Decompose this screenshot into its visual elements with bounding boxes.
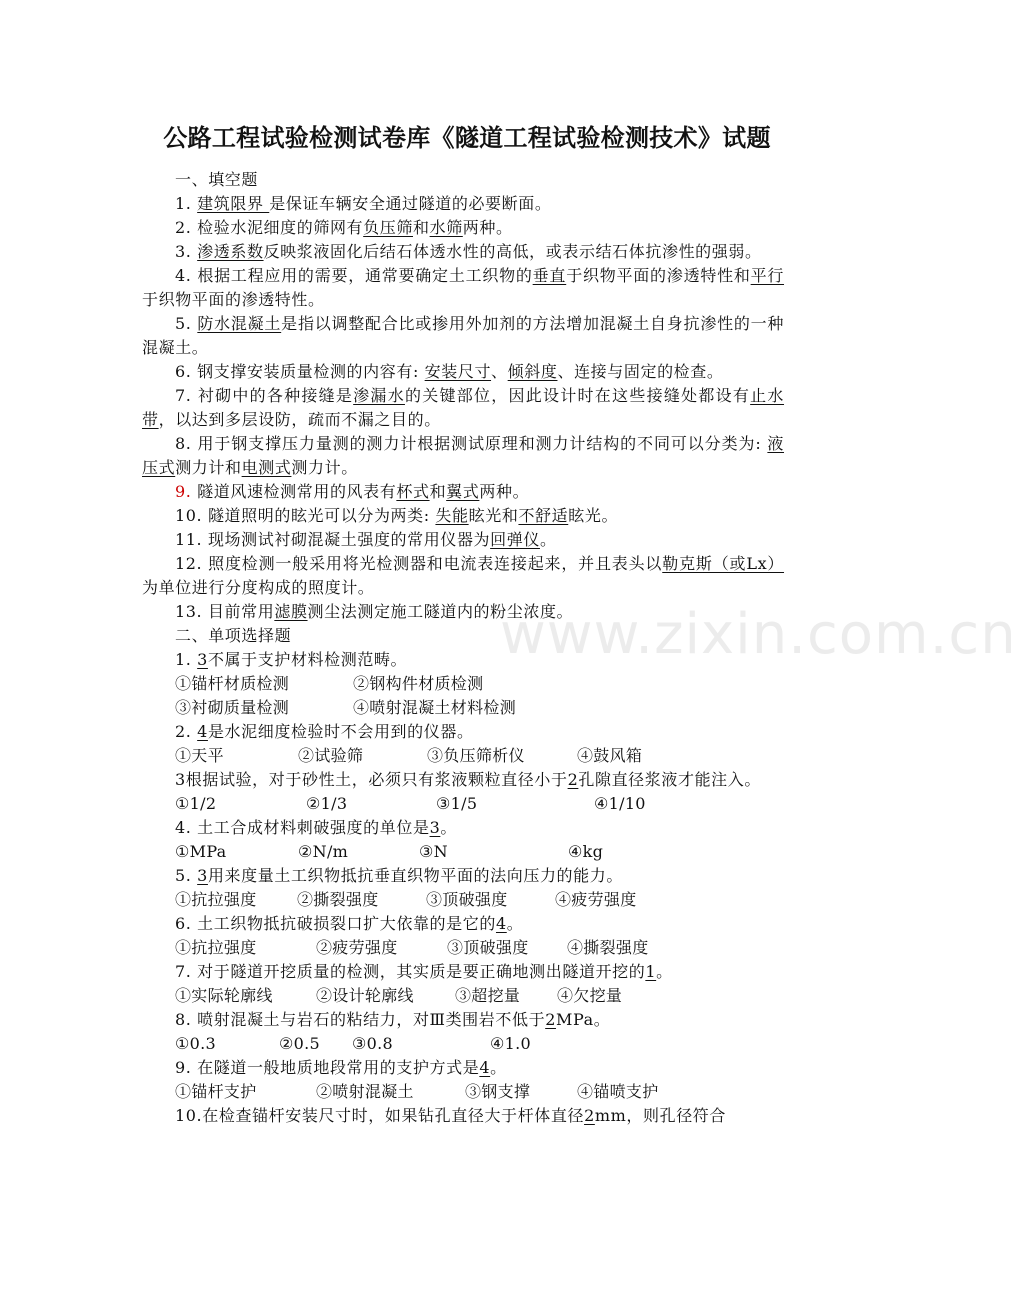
choice-question-4: 4. 土工合成材料刺破强度的单位是3。 [175, 818, 457, 837]
fill-question-10: 10. 隧道照明的眩光可以分为两类: 失能眩光和不舒适眩光。 [175, 506, 619, 525]
question-number: 9. [175, 482, 192, 501]
answer: 2 [567, 770, 579, 789]
option: ③顶破强度 [426, 890, 508, 909]
option: ③0.8 [352, 1034, 393, 1053]
options-row [142, 696, 784, 720]
options-row [142, 1032, 784, 1056]
answer: 失能 [435, 506, 469, 525]
fill-question-1: 1. 建筑限界 是保证车辆安全通过隧道的必要断面。 [175, 194, 552, 213]
fill-question-6: 6. 钢支撑安装质量检测的内容有: 安装尺寸、倾斜度、连接与固定的检查。 [175, 362, 724, 381]
option: ③1/5 [436, 794, 478, 813]
options-row [142, 744, 784, 768]
document-page [142, 118, 784, 1128]
answer: 倾斜度 [507, 362, 558, 381]
option: ①实际轮廓线 [175, 986, 273, 1005]
choice-question-6: 6. 土工织物抵抗破损裂口扩大依靠的是它的4。 [175, 914, 524, 933]
answer: 4 [495, 914, 507, 933]
option: ④撕裂强度 [567, 938, 649, 957]
answer: 液压式 [142, 434, 784, 477]
option: ②钢构件材质检测 [353, 674, 484, 693]
option: ④锚喷支护 [577, 1082, 659, 1101]
options-row [142, 1080, 784, 1104]
fill-question-3: 3. 渗透系数反映浆液固化后结石体透水性的高低，或表示结石体抗渗性的强弱。 [175, 242, 762, 261]
fill-question-8: 8. 用于钢支撑压力量测的测力计根据测试原理和测力计结构的不同可以分类为: 液压式测力计和电测式测力计。 [142, 434, 784, 477]
answer: 水筛 [429, 218, 463, 237]
fill-question-7: 7. 衬砌中的各种接缝是渗漏水的关键部位，因此设计时在这些接缝处都设有止水带，以达到多层设防，疏而不漏之目的。 [142, 386, 785, 429]
answer: 安装尺寸 [424, 362, 492, 381]
answer: 负压筛 [363, 218, 413, 237]
option: ④疲劳强度 [555, 890, 637, 909]
answer: 电测式 [241, 458, 292, 477]
option: ②撕裂强度 [297, 890, 379, 909]
answer: 杯式 [396, 482, 430, 501]
answer: 建筑限界 [197, 194, 270, 213]
answer: 渗透系数 [197, 242, 264, 261]
page-title: 公路工程试验检测试卷库《隧道工程试验检测技术》试题 [163, 123, 771, 152]
option: ④1.0 [490, 1034, 531, 1053]
answer: 滤膜 [274, 602, 308, 621]
options-row [142, 792, 784, 816]
choice-question-5: 5. 3用来度量土工织物抵抗垂直织物平面的法向压力的能力。 [175, 866, 623, 885]
fill-question-2: 2. 检验水泥细度的筛网有负压筛和水筛两种。 [175, 218, 513, 237]
answer: 垂直 [532, 266, 567, 285]
answer: 回弹仪 [490, 530, 540, 549]
options-row [142, 936, 784, 960]
choice-question-2: 2. 4是水泥细度检验时不会用到的仪器。 [175, 722, 474, 741]
option: ①0.3 [175, 1034, 216, 1053]
option: ③衬砌质量检测 [175, 698, 290, 717]
option: ③负压筛析仪 [427, 746, 525, 765]
answer: 翼式 [446, 482, 480, 501]
watermark: www.zixin.com.cn [500, 602, 1017, 667]
choice-question-7: 7. 对于隧道开挖质量的检测，其实质是要正确地测出隧道开挖的1。 [175, 962, 673, 981]
option: ②疲劳强度 [316, 938, 398, 957]
section-heading-choice: 二、单项选择题 [175, 626, 292, 645]
choice-question-3: 3根据试验，对于砂性土，必须只有浆液颗粒直径小于2孔隙直径浆液才能注入。 [175, 770, 761, 789]
option: ①天平 [175, 746, 224, 765]
options-row [142, 672, 784, 696]
option: ②设计轮廓线 [316, 986, 414, 1005]
answer: 3 [197, 650, 208, 669]
answer: 3 [197, 866, 208, 885]
option: ④喷射混凝土材料检测 [353, 698, 517, 717]
option: ③N [419, 842, 448, 861]
options-row [142, 888, 784, 912]
answer: 平行 [750, 266, 785, 285]
option: ①锚杆材质检测 [175, 674, 290, 693]
option: ①1/2 [175, 794, 217, 813]
options-row [142, 984, 784, 1008]
option: ②试验筛 [298, 746, 364, 765]
fill-question-13: 13. 目前常用滤膜测尘法测定施工隧道内的粉尘浓度。 [175, 602, 574, 621]
option: ①抗拉强度 [175, 938, 257, 957]
choice-question-10: 10.在检查锚杆安装尺寸时，如果钻孔直径大于杆体直径2mm，则孔径符合 [175, 1106, 726, 1125]
answer: 3 [429, 818, 441, 837]
choice-question-9: 9. 在隧道一般地质地段常用的支护方式是4。 [175, 1058, 507, 1077]
answer: 勒克斯（或Lx） [662, 554, 785, 573]
options-row [142, 840, 784, 864]
answer: 渗漏水 [353, 386, 405, 405]
answer: 2 [545, 1010, 556, 1029]
fill-question-4: 4. 根据工程应用的需要，通常要确定土工织物的垂直于织物平面的渗透特性和平行于织物平面的渗透特性。 [142, 266, 785, 309]
section-heading-fill: 一、填空题 [175, 170, 259, 189]
option: ②0.5 [279, 1034, 320, 1053]
fill-question-12: 12. 照度检测一般采用将光检测器和电流表连接起来，并且表头以勒克斯（或Lx）为单位进行分度构成的照度计。 [142, 554, 785, 597]
option: ③顶破强度 [447, 938, 529, 957]
fill-question-11: 11. 现场测试衬砌混凝土强度的常用仪器为回弹仪。 [175, 530, 557, 549]
option: ③钢支撑 [465, 1082, 531, 1101]
option: ②喷射混凝土 [316, 1082, 414, 1101]
answer: 4 [479, 1058, 491, 1077]
option: ②N/m [298, 842, 349, 861]
option: ④欠挖量 [557, 986, 623, 1005]
answer: 1 [645, 962, 657, 981]
answer: 止水带 [142, 386, 785, 429]
option: ①锚杆支护 [175, 1082, 257, 1101]
answer: 4 [197, 722, 208, 741]
answer: 防水混凝土 [197, 314, 282, 333]
option: ④kg [568, 842, 604, 861]
option: ④1/10 [594, 794, 646, 813]
fill-question-9: 9. 隧道风速检测常用的风表有杯式和翼式两种。 [175, 482, 530, 501]
fill-question-5: 5. 防水混凝土是指以调整配合比或掺用外加剂的方法增加混凝土自身抗渗性的一种混凝土。 [142, 314, 784, 357]
answer: 2 [584, 1106, 595, 1125]
answer: 不舒适 [518, 506, 569, 525]
option: ①抗拉强度 [175, 890, 257, 909]
option: ④鼓风箱 [577, 746, 643, 765]
option: ①MPa [175, 842, 227, 861]
option: ②1/3 [306, 794, 348, 813]
choice-question-8: 8. 喷射混凝土与岩石的粘结力，对Ⅲ类围岩不低于2MPa。 [175, 1010, 611, 1029]
choice-question-1: 1. 3不属于支护材料检测范畴。 [175, 650, 408, 669]
option: ③超挖量 [455, 986, 521, 1005]
